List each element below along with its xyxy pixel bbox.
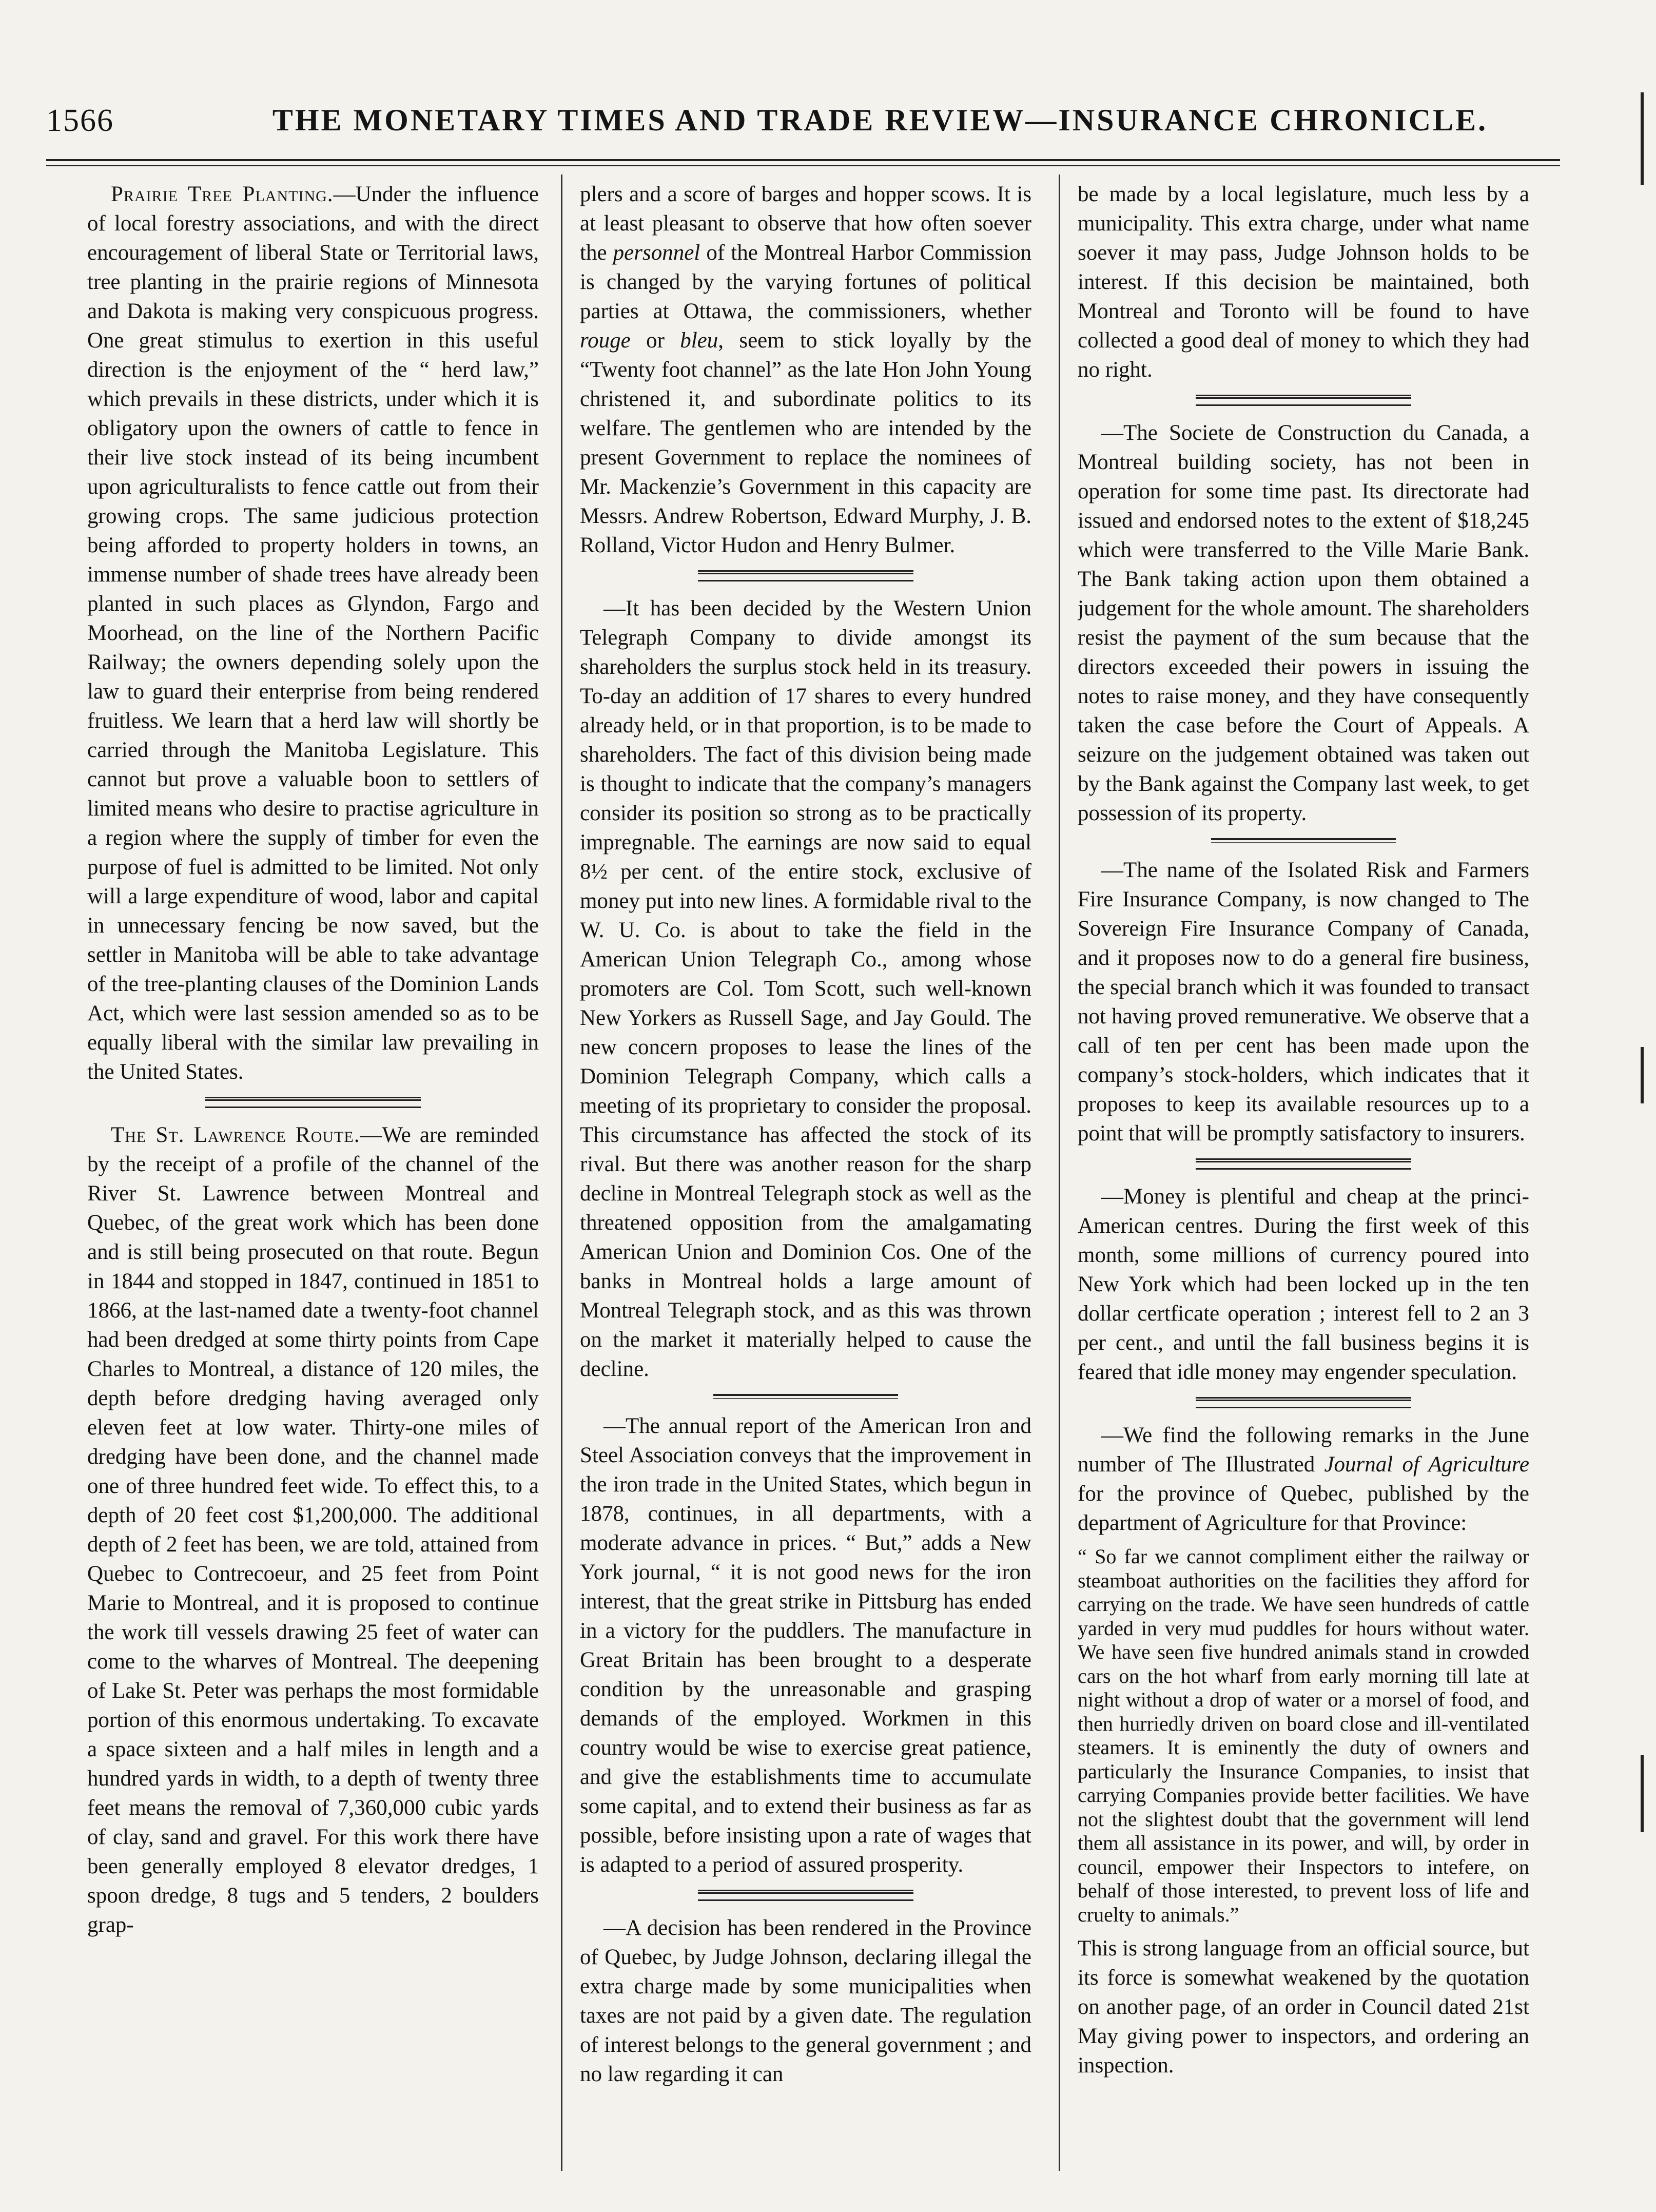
header-rule <box>46 159 1560 161</box>
article-closing: This is strong language from an official source, but its force is somewhat weakened by the quotation on another page, of an order in Council dated 21st May giving power to inspectors, and ordering an inspection. <box>1078 1936 1529 2078</box>
article-separator <box>1196 1397 1411 1408</box>
article-st-lawrence-route <box>87 1120 539 1939</box>
article-separator <box>1196 395 1411 406</box>
article-separator <box>205 1097 421 1108</box>
page-header <box>46 98 1560 159</box>
article-societe-construction: —The Societe de Construction du Canada, a Montreal building society, has not been in operation for some time past. Its directorate had issued and endorsed notes to the extent of $18,245 which were transferred to the Ville Marie Bank. The Bank taking action upon them obtained a judgement for the whole amount. The shareholders resist the payment of the sum because that the directors exceeded their powers in issuing the notes to raise money, and they have consequently taken the case before the Court of Appeals. A seizure on the judgement obtained was taken out by the Bank against the Company last week, to get possession of its property. <box>1078 421 1529 825</box>
article-sovereign-fire: —The name of the Isolated Risk and Farmers Fire Insurance Company, is now changed to The Sovereign Fire Insurance Company of Canada, and it proposes now to do a general fire business, the special branch which it was founded to transact not having proved remunerative. We observe that a call of ten per cent has been made upon the company’s stock-holders, which indicates that it proposes to keep its available resources up to a point that will be promptly satisfactory to insurers. <box>1078 858 1529 1146</box>
header-rule-thin <box>46 165 1560 166</box>
article-quebec-decision-continued: be made by a local legislature, much less by a municipality. This extra charge, under what name soever it may pass, Judge Johnson holds to be interest. If this decision be maintained, both Montreal and Toronto will be found to have collected a good deal of money to which they had no right. <box>1078 182 1529 382</box>
article-body: —Under the influence of local forestry associations, and with the direct encouragement of liberal State or Territorial laws, tree planting in the prairie regions of Minnesota and Dakota is making very conspicuous progress. One great stimulus to exertion in this useful direction is the enjoyment of the “ herd law,” which prevails in these districts, under which it is obligatory upon the owners of cattle to fence in their live stock instead of its being incumbent upon agriculturalists to fence cattle out from their growing crops. The same judicious protection being afforded to property holders in towns, an immense number of shade trees have already been planted in such places as Glyndon, Fargo and Moorhead, on the line of the Northern Pacific Railway; the owners depending solely upon the law to guard their enterprise from being rendered fruitless. We learn that a herd law will shortly be carried through the Manitoba Legislature. This cannot but prove a valuable boon to settlers of limited means who desire to practise agriculture in a region where the supply of timber for even the purpose of fuel is admitted to be limited. Not only will a large expenditure of wood, labor and capital in unnecessary fencing be now saved, but the settler in Manitoba will be able to take advantage of the tree-planting clauses of the Dominion Lands Act, which were last session amended so as to be equally liberal with the similar law prevailing in the United States. <box>87 182 539 1084</box>
article-prairie-tree-planting <box>87 180 539 1086</box>
article-body: —We find the following remarks in the June number of The Illustrated <box>1078 1423 1529 1477</box>
article-body: for the province of Quebec, published by the department of Agriculture for that Province: <box>1078 1482 1529 1535</box>
column-divider <box>1059 174 1060 2171</box>
article-iron-steel: —The annual report of the American Iron and Steel Association conveys that the improvement in the iron trade in the United States, which begun in 1878, continues, in all departments, with a moderate advance in prices. “ But,” adds a New York journal, “ it is not good news for the iron interest, that the great strike in Pittsburg has ended in a victory for the puddlers. The manufacture in Great Britain has been brought to a desperate condition by the unreasonable and grasping demands of the employed. Workmen in this country would be wise to exercise great patience, and give the establishments time to accumulate some capital, and to extend their business as far as possible, before insisting upon a rate of wages that is adapted to a period of assured prosperity. <box>580 1414 1031 1877</box>
article-body: plers and a score of barges and hopper scows. It is at least pleasant to observe that how often soever the <box>580 182 1031 265</box>
column-2 <box>580 180 1031 2166</box>
article-money-plentiful: —Money is plentiful and cheap at the princi- American centres. During the first week of this month, some millions of currency poured into New York which had been locked up in the ten dollar certficate operation ; interest fell to 2 an 3 per cent., and until the fall business begins it is feared that idle money may engender speculation. <box>1078 1185 1529 1384</box>
column-3 <box>1078 180 1529 2166</box>
margin-mark <box>1641 92 1644 185</box>
article-agriculture-journal <box>1078 1421 1529 1538</box>
page-number: 1566 <box>46 103 114 138</box>
article-western-union: —It has been decided by the Western Union Telegraph Company to divide amongst its shareholders the surplus stock held in its treasury. To-day an addition of 17 shares to every hundred already held, or in that proportion, is to be made to shareholders. The fact of this division being made is thought to indicate that the company’s managers consider its position so strong as to be practically impregnable. The earnings are now said to equal 8½ per cent. of the entire stock, exclusive of money put into new lines. A formidable rival to the W. U. Co. is about to take the field in the American Union Telegraph Co., among whose promoters are Col. Tom Scott, such well-known New Yorkers as Russell Sage, and Jay Gould. The new concern proposes to lease the lines of the Dominion Telegraph Company, which calls a meeting of its proprietary to consider the proposal. This circumstance has affected the stock of its rival. But there was another reason for the sharp decline in Montreal Telegraph stock as well as the threatened opposition from the amalgamating American Union and Dominion Cos. One of the banks in Montreal holds a large amount of Montreal Telegraph stock, and as this was thrown on the market it materially helped to cause the decline. <box>580 596 1031 1381</box>
article-quote: “ So far we cannot compliment either the railway or steamboat authorities on the facilities they afford for carrying on the trade. We have seen hundreds of cattle yarded in very mud puddles for hours without water. We have seen five hundred animals stand in crowded cars on the hot wharf from early morning till late at night without a drop of water or a morsel of food, and then hurriedly driven on board close and ill-ventilated steamers. It is eminently the duty of owners and particularly the Insurance Companies, to insist that carrying Companies provide better facilities. We have not the slightest doubt that the government will lend them all assistance in its power, and will, by order in council, empower their Inspectors to intefere, on behalf of those interested, to prevent loss of life and cruelty to animals.” <box>1078 1545 1529 1926</box>
italic-term: rouge <box>580 328 631 353</box>
article-separator <box>1211 838 1396 843</box>
article-heading: The St. Lawrence Route. <box>111 1123 360 1147</box>
italic-term: personnel <box>613 241 700 265</box>
article-quebec-decision: —A decision has been rendered in the Province of Quebec, by Judge Johnson, declaring illegal the extra charge made by some municipalities when taxes are not paid by a given date. The regulation of interest belongs to the general government ; and no law regarding it can <box>580 1916 1031 2086</box>
journal-title: Journal of Agriculture <box>1324 1452 1529 1477</box>
running-head-title: THE MONETARY TIMES AND TRADE REVIEW—INSURANCE CHRONICLE. <box>272 103 1488 137</box>
article-separator <box>698 1890 913 1901</box>
article-body: of the Montreal Harbor Commission is changed by the varying fortunes of political parties at Ottawa, the commissioners, whether <box>580 241 1031 323</box>
margin-mark <box>1641 1755 1644 1832</box>
column-divider <box>561 174 562 2171</box>
italic-term: bleu <box>680 328 718 353</box>
margin-mark <box>1641 1047 1644 1103</box>
article-separator <box>698 570 913 581</box>
article-body: —We are reminded by the receipt of a profile of the channel of the River St. Lawrence between Montreal and Quebec, of the great work which has been done and is still being prosecuted on that route. Begun in 1844 and stopped in 1847, continued in 1851 to 1866, at the last-named date a twenty-foot channel had been dredged at some thirty points from Cape Charles to Montreal, a distance of 120 miles, the depth before dredging having averaged only eleven feet at low water. Thirty-one miles of dredging have been done, and the channel made one of three hundred feet wide. To effect this, to a depth of 20 feet cost $1,200,000. The additional depth of 2 feet has been, we are told, attained from Quebec to Contrecoeur, and 25 feet from Point Marie to Montreal, and it is proposed to continue the work till vessels drawing 25 feet of water can come to the wharves of Montreal. The deepening of Lake St. Peter was perhaps the most formidable portion of this enormous undertaking. To excavate a space sixteen and a half miles in length and a hundred yards in width, to a depth of twenty three feet means the removal of 7,360,000 cubic yards of clay, sand and gravel. For this work there have been generally employed 8 elevator dredges, 1 spoon dredge, 8 tugs and 5 tenders, 2 boulders grap- <box>87 1123 539 1937</box>
article-body: or <box>630 328 680 353</box>
article-body: , seem to stick loyally by the “Twenty foot channel” as the late Hon John Young christened it, and subordinate politics to its welfare. The gentlemen who are intended by the present Government to replace the nominees of Mr. Mackenzie’s Government in this capacity are Messrs. Andrew Robertson, Edward Murphy, J. B. Rolland, Victor Hudon and Henry Bulmer. <box>580 328 1031 557</box>
article-separator <box>713 1394 898 1399</box>
article-separator <box>1196 1158 1411 1170</box>
column-1 <box>87 180 539 2166</box>
article-heading: Prairie Tree Planting. <box>111 182 334 206</box>
article-st-lawrence-route-continued <box>580 180 1031 560</box>
